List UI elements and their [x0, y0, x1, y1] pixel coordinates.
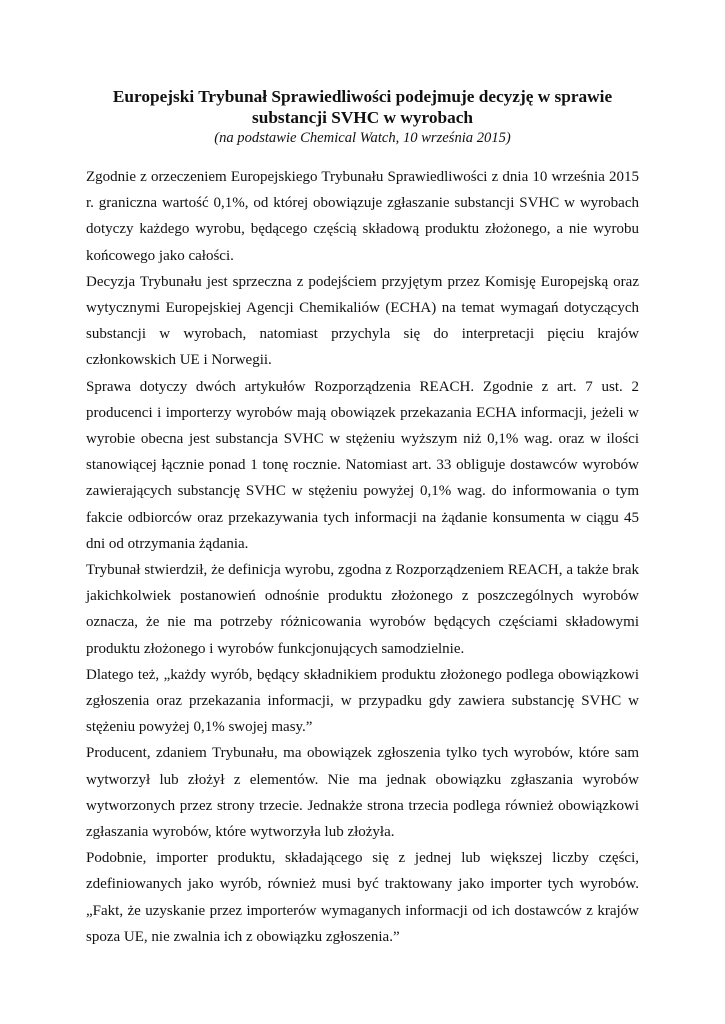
paragraph: Decyzja Trybunału jest sprzeczna z podejściem przyjętym przez Komisję Europejską oraz wytycznymi Europejskiej Agencji Chemikaliów (ECHA) na temat wymagań dotyczących substancji w wyrobach, natomiast przychyla się do interpretacji pięciu krajów członkowskich UE i Norwegii. — [86, 273, 639, 369]
paragraph: Trybunał stwierdził, że definicja wyrobu, zgodna z Rozporządzeniem REACH, a także brak jakichkolwiek postanowień odnośnie produktu złożonego z poszczególnych wyrobów oznacza, że nie ma potrzeby różnicowania wyrobów będących częściami składowymi produktu złożonego i wyrobów funkcjonujących samodzielnie. — [86, 562, 639, 657]
paragraph: Zgodnie z orzeczeniem Europejskiego Trybunału Sprawiedliwości z dnia 10 września 2015 r. graniczna wartość 0,1%, od której obowiązuje zgłaszanie substancji SVHC w wyrobach dotyczy każdego wyrobu, będącego częścią składową produktu złożonego, a nie wyrobu końcowego jako całości. — [86, 169, 639, 264]
document-title — [86, 86, 639, 128]
document-body — [86, 164, 639, 950]
paragraph: Podobnie, importer produktu, składającego się z jednej lub większej liczby części, zdefiniowanych jako wyrób, również musi być traktowany jako importer tych wyrobów. „Fakt, że uzyskanie przez importerów wymaganych informacji od ich dostawców z krajów spoza UE, nie zwalnia ich z obowiązku zgłoszenia.” — [86, 850, 639, 945]
paragraph: Dlatego też, „każdy wyrób, będący składnikiem produktu złożonego podlega obowiązkowi zgłoszenia oraz przekazania informacji, w przypadku gdy zawiera substancję SVHC w stężeniu powyżej 0,1% swojej masy.” — [86, 666, 639, 736]
paragraph: Sprawa dotyczy dwóch artykułów Rozporządzenia REACH. Zgodnie z art. 7 ust. 2 producenci i importerzy wyrobów mają obowiązek przekazania ECHA informacji, jeżeli w wyrobie obecna jest substancja SVHC w stężeniu wyższym niż 0,1% wag. oraz w ilości stanowiącej łącznie ponad 1 tonę rocznie. Natomiast art. 33 obliguje dostawców wyrobów zawierających substancję SVHC w stężeniu powyżej 0,1% wag. do informowania o tym fakcie odbiorców oraz przekazywania tych informacji na żądanie konsumenta w ciągu 45 dni od otrzymania żądania. — [86, 378, 639, 552]
document-subtitle: (na podstawie Chemical Watch, 10 września 2015) — [214, 130, 511, 146]
title-line-2: substancji SVHC w wyrobach — [251, 108, 473, 127]
paragraph: Producent, zdaniem Trybunału, ma obowiązek zgłoszenia tylko tych wyrobów, które sam wytworzył lub złożył z elementów. Nie ma jednak obowiązku zgłaszania wyrobów wytworzonych przez strony trzecie. Jednakże strona trzecia podlega również obowiązkowi zgłaszania wyrobów, które wytworzyła lub złożyła. — [86, 745, 639, 841]
title-line-1: Europejski Trybunał Sprawiedliwości podejmuje decyzję w sprawie — [112, 87, 613, 106]
